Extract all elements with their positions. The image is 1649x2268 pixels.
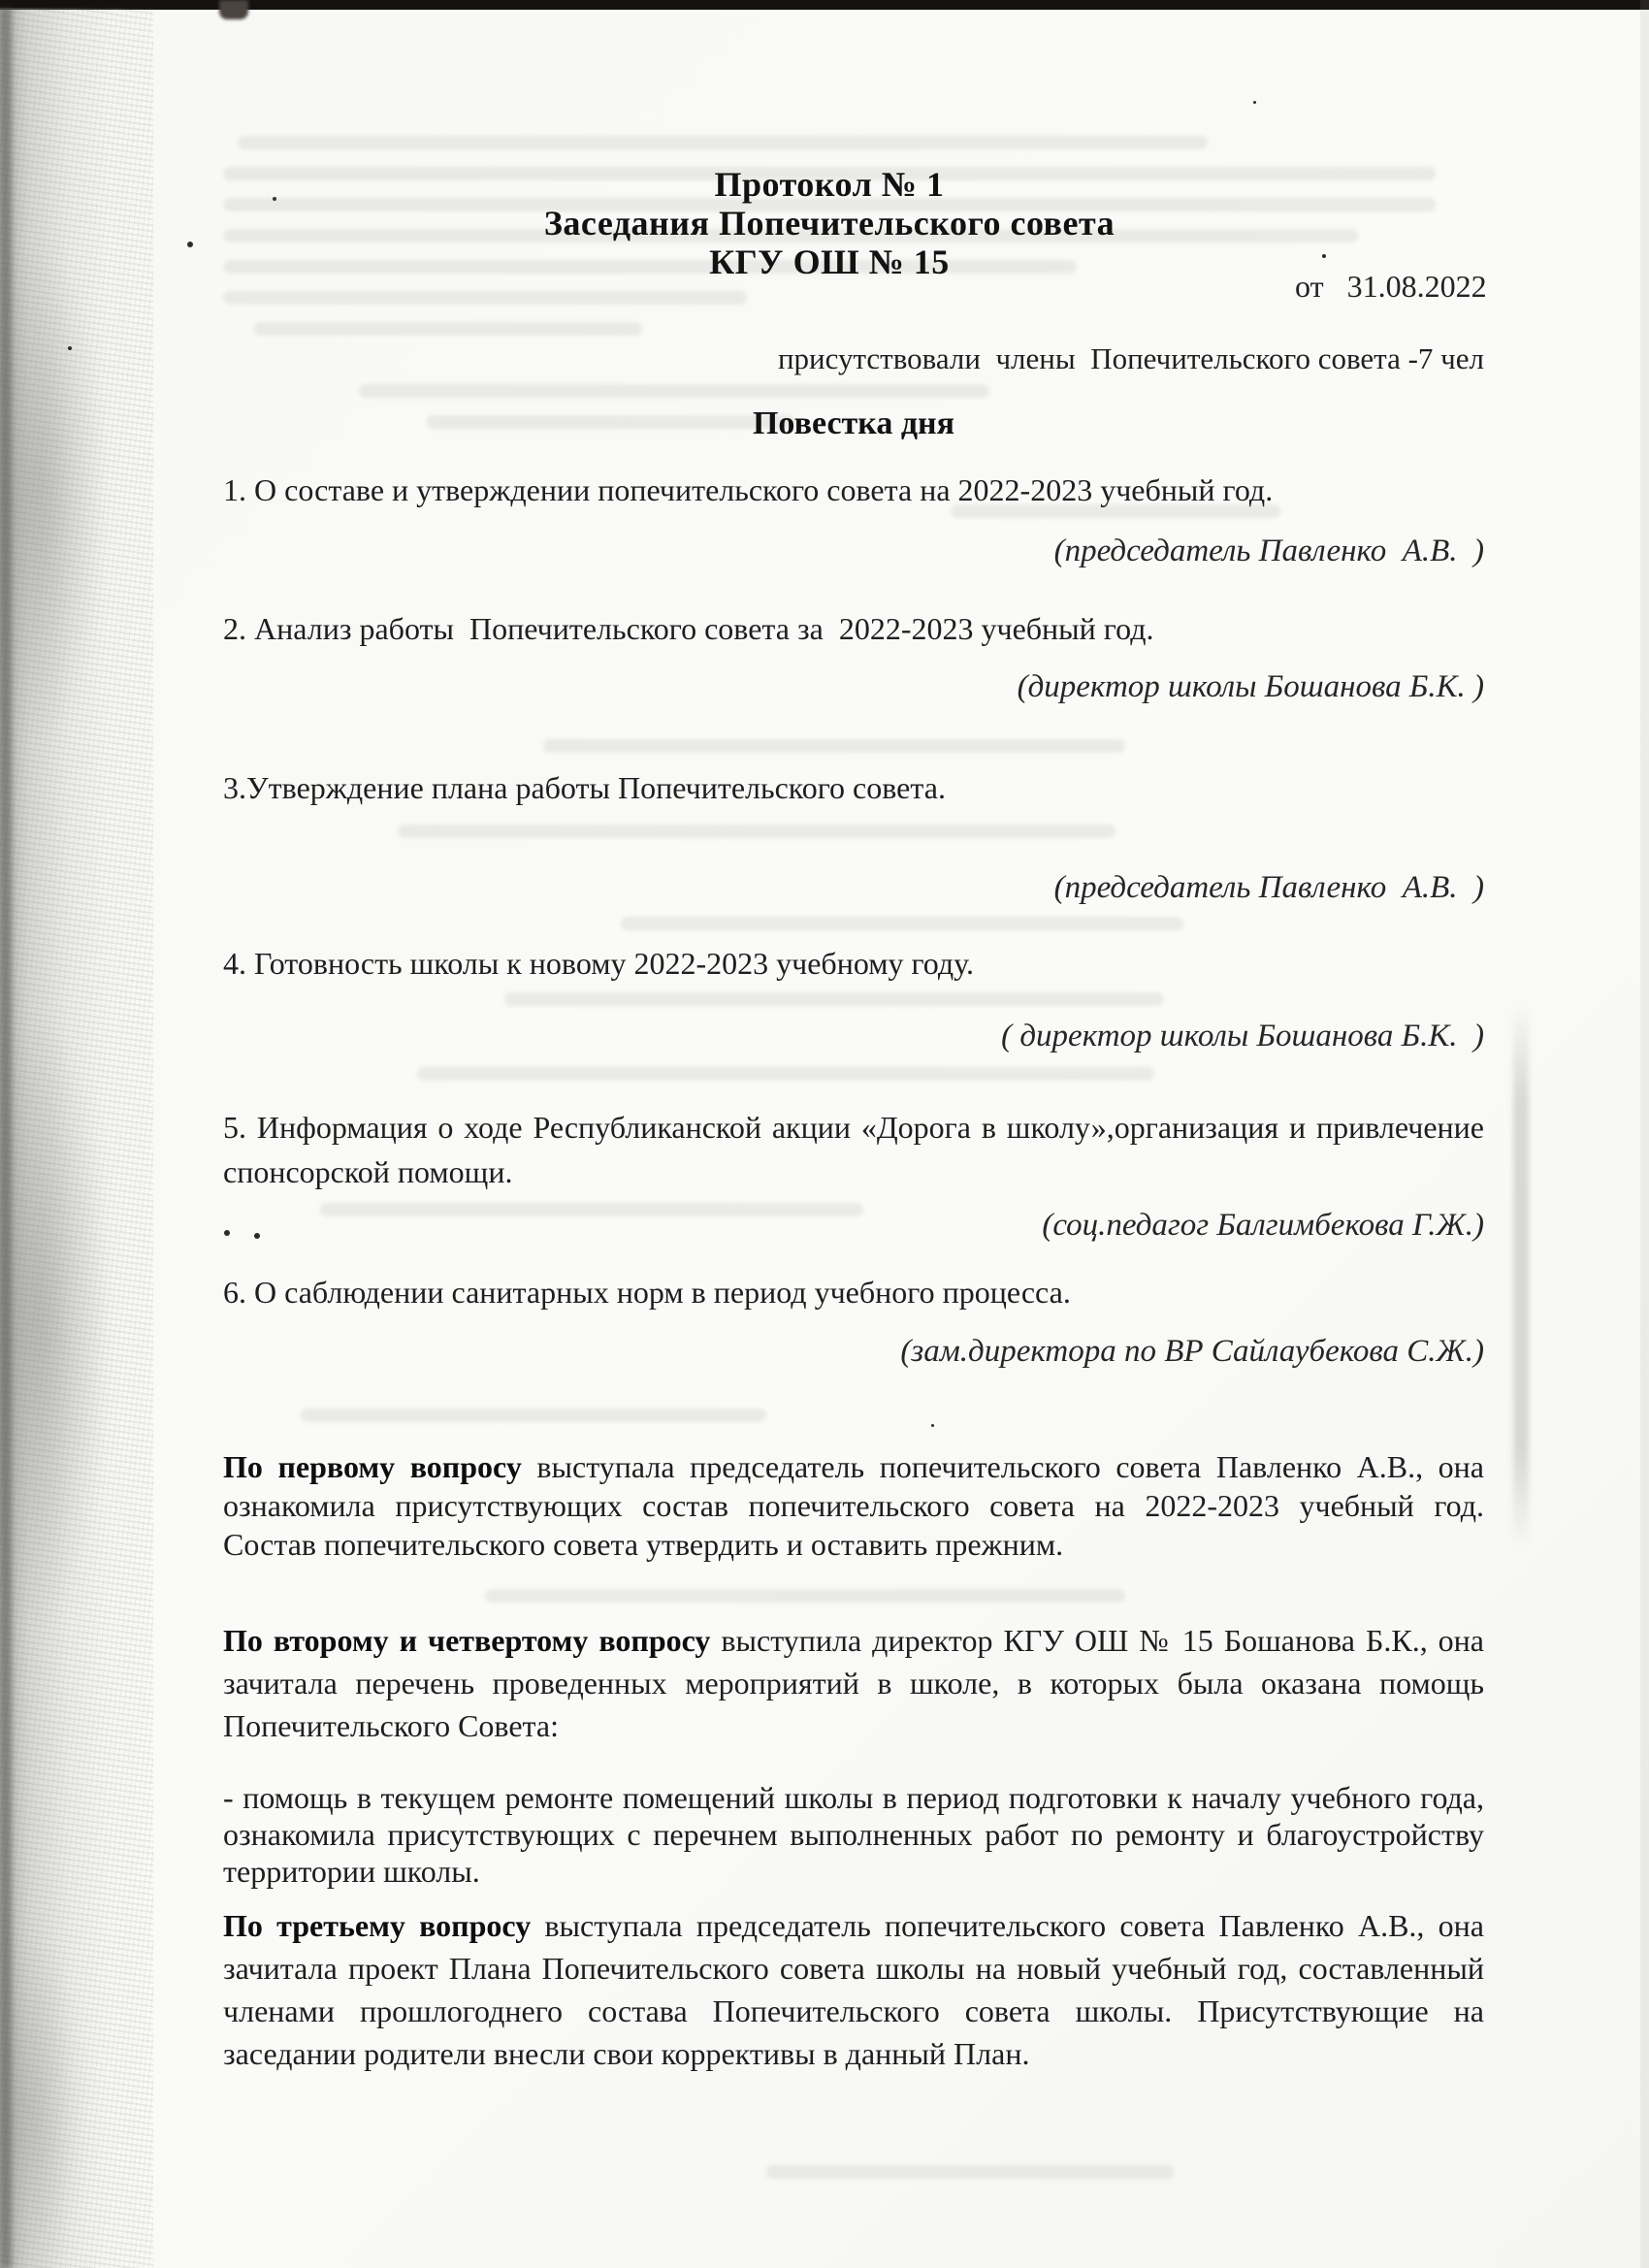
- agenda-heading: Повестка дня: [752, 405, 955, 441]
- document-date: от 31.08.2022: [1295, 269, 1487, 304]
- paragraph-body: - помощь в текущем ремонте помещений школы в период подготовки к началу учебного года, ознакомила присутствующих с перечнем выполненных работ по ремонту и благоустройству территории школы.: [223, 1780, 1484, 1889]
- bleed-through-mark: [766, 2165, 1174, 2179]
- agenda-item-3: 3.Утверждение плана работы Попечительского совета.: [223, 770, 946, 805]
- document-title: [199, 165, 1460, 281]
- paragraph-body: выступала председатель попечительского совета Павленко А.В., она ознакомила присутствующих состав попечительского совета на 2022-2023 учебный год. Состав попечительского совета утвердить и оставить прежним.: [223, 1449, 1485, 1562]
- bleed-through-mark: [359, 384, 989, 398]
- title-line-protocol: Протокол № 1: [714, 165, 945, 204]
- agenda-item-1: 1. О составе и утверждении попечительского совета на 2022-2023 учебный год.: [223, 472, 1274, 507]
- agenda-item-4: 4. Готовность школы к новому 2022-2023 учебному году.: [223, 946, 974, 981]
- scan-speck: [931, 1424, 934, 1427]
- agenda-item-5-speaker: (соц.педагог Балгимбекова Г.Ж.): [1042, 1208, 1484, 1243]
- scan-speck: [1253, 101, 1256, 104]
- bleed-through-mark: [398, 825, 1116, 838]
- paragraph-first-question: [223, 1447, 1484, 1564]
- bleed-through-mark: [543, 739, 1125, 753]
- agenda-item-2-speaker: (директор школы Бошанова Б.К. ): [1017, 669, 1484, 704]
- agenda-item-5: 5. Информация о ходе Республиканской акции «Дорога в школу»,организация и привлечение спонсорской помощи.: [223, 1110, 1484, 1189]
- bleed-through-mark: [417, 1067, 1154, 1081]
- paragraph-body: выступила директор КГУ ОШ № 15 Бошанова Б.К., она зачитала перечень проведенных мероприятий в школе, в которых была оказана помощь Попечительского Совета:: [223, 1623, 1485, 1743]
- attendees-line: присутствовали члены Попечительского совета -7 чел: [777, 341, 1484, 375]
- bleed-through-mark: [301, 1409, 766, 1422]
- bleed-through-mark: [223, 291, 747, 305]
- paragraph-second-fourth-question: [223, 1619, 1484, 1747]
- agenda-item-1-speaker: (председатель Павленко А.В. ): [1053, 534, 1484, 568]
- paragraph-body: выступала председатель попечительского совета Павленко А.В., она зачитала проект Плана Попечительского совета школы на новый учебный год, составленный членами прошлогоднего состава Попечительского совета школы. Присутствующие на заседании родители внесли свои коррективы в данный План.: [223, 1908, 1485, 2071]
- title-line-school: КГУ ОШ № 15: [709, 243, 950, 281]
- bleed-through-mark: [254, 322, 642, 336]
- bleed-through-mark: [621, 917, 1183, 930]
- agenda-item-6: 6. О саблюдении санитарных норм в период учебного процесса.: [223, 1275, 1071, 1310]
- agenda-item-6-speaker: (зам.директора по ВР Сайлаубекова С.Ж.): [900, 1334, 1484, 1369]
- paragraph-third-question: [223, 1904, 1484, 2075]
- bleed-through-mark: [238, 136, 1208, 149]
- scan-speck: [68, 346, 72, 350]
- agenda-item-4-speaker: ( директор школы Бошанова Б.К. ): [1001, 1019, 1484, 1053]
- paragraph-lead: По третьему вопросу: [223, 1908, 532, 1943]
- agenda-item-3-speaker: (председатель Павленко А.В. ): [1053, 870, 1484, 905]
- title-line-meeting: Заседания Попечительского совета: [543, 204, 1116, 243]
- bleed-through-mark: [485, 1589, 1125, 1603]
- scan-right-streak: [1513, 1004, 1529, 1547]
- paragraph-repair-help: [223, 1779, 1484, 1890]
- scan-smudge: [219, 0, 248, 19]
- paragraph-lead: По второму и четвертому вопросу: [223, 1623, 711, 1658]
- paragraph-lead: По первому вопросу: [223, 1449, 522, 1484]
- bleed-through-mark: [504, 992, 1164, 1006]
- agenda-item-2: 2. Анализ работы Попечительского совета за 2022-2023 учебный год.: [223, 611, 1154, 646]
- scan-right-edge-shade: [1640, 0, 1649, 2268]
- scan-speck: [187, 242, 193, 247]
